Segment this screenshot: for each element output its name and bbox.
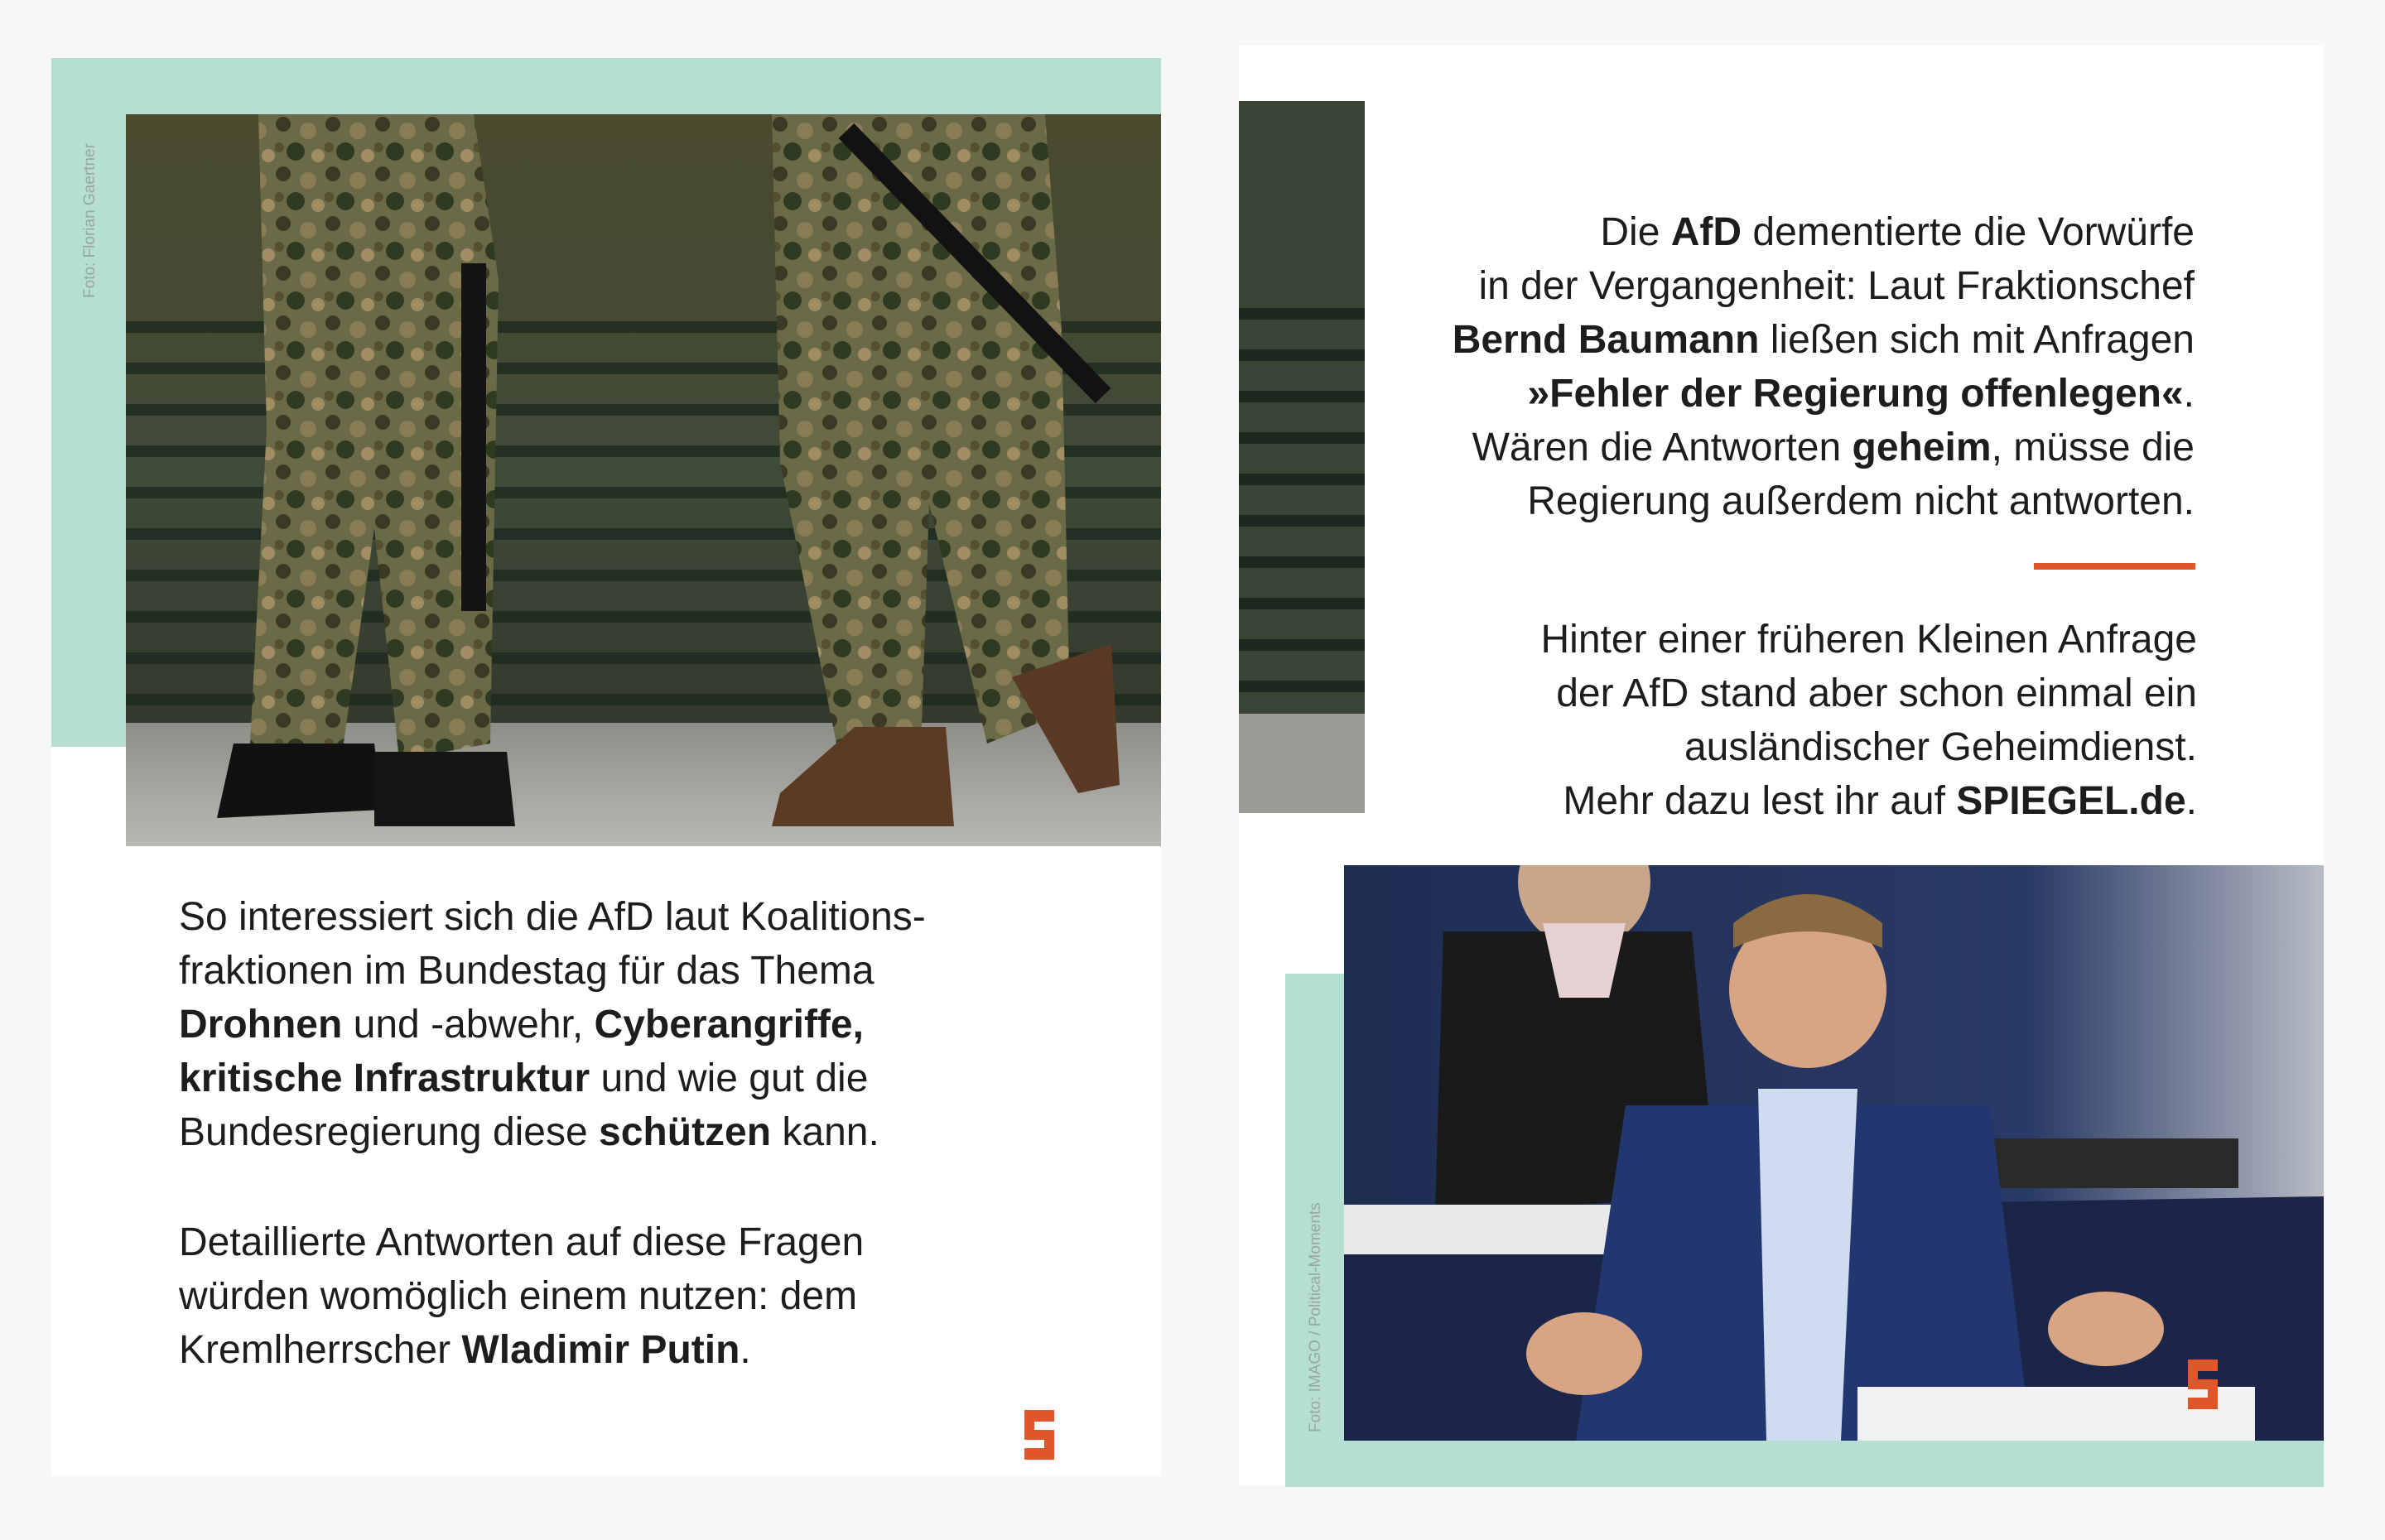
left-p1-run: Bundesregierung diese (179, 1110, 600, 1154)
left-p2-run: . (740, 1328, 751, 1372)
left-p1-run: Drohnen (179, 1003, 343, 1047)
right-p2-run: Mehr dazu lest ihr auf (1563, 779, 1957, 823)
left-p2-run: Wladimir Putin (461, 1328, 740, 1372)
left-paragraph-1 (179, 890, 1131, 1159)
soldiers-photo (126, 114, 1161, 846)
left-p1-run: und -abwehr, (342, 1003, 595, 1047)
left-p1-run: Cyberangriffe, (594, 1003, 864, 1047)
right-paragraph-2 (1375, 613, 2197, 828)
right-p1-run: »Fehler der Regierung offenlegen« (1527, 372, 2184, 416)
left-p2-run: Kremlherrscher (179, 1328, 462, 1372)
left-p1-run: kann. (771, 1110, 879, 1154)
right-p2-run: SPIEGEL.de (1956, 779, 2186, 823)
fence-photo-strip (1239, 101, 1365, 813)
right-p2-run: . (2185, 779, 2197, 823)
right-p1-run: AfD (1670, 210, 1742, 254)
left-p1-run: und wie gut die (590, 1056, 869, 1100)
left-p2-run: Detaillierte Antworten auf diese Fragen (179, 1220, 865, 1264)
right-p1-run: , müsse die (1991, 426, 2195, 469)
right-p1-run: ließen sich mit Anfragen (1759, 318, 2195, 362)
right-p1-run: Wären die Antworten (1472, 426, 1853, 469)
left-p1-run: fraktionen im Bundestag für das Thema (179, 949, 874, 993)
spiegel-logo-icon-right (2185, 1355, 2221, 1414)
left-p1-run: kritische Infrastruktur (179, 1056, 590, 1100)
spiegel-logo-icon (1021, 1405, 1058, 1465)
right-photo-credit: Foto: IMAGO / Political-Moments (1307, 1202, 1324, 1432)
orange-divider (2034, 563, 2195, 570)
right-p2-run: der AfD stand aber schon einmal ein (1556, 671, 2197, 715)
left-p1-run: So interessiert sich die AfD laut Koalitions- (179, 895, 926, 939)
left-photo-credit: Foto: Florian Gaertner (81, 143, 99, 298)
right-p2-run: Hinter einer früheren Kleinen Anfrage (1540, 618, 2197, 662)
right-p1-run: Bernd Baumann (1452, 318, 1760, 362)
right-p2-run: ausländischer Geheimdienst. (1684, 725, 2197, 769)
left-p1-run: schützen (599, 1110, 772, 1154)
right-p1-run: dementierte die Vorwürfe (1742, 210, 2195, 254)
right-p1-run: Die (1600, 210, 1671, 254)
right-p1-run: in der Vergangenheit: Laut Fraktionschef (1478, 264, 2195, 308)
right-p1-run: Regierung außerdem nicht antworten. (1527, 479, 2195, 523)
right-paragraph-1 (1375, 205, 2195, 528)
right-p1-run: . (2183, 372, 2195, 416)
politician-photo (1344, 865, 2324, 1441)
right-p1-run: geheim (1852, 426, 1992, 469)
left-p2-run: würden womöglich einem nutzen: dem (179, 1274, 858, 1318)
left-paragraph-2 (179, 1215, 1131, 1377)
